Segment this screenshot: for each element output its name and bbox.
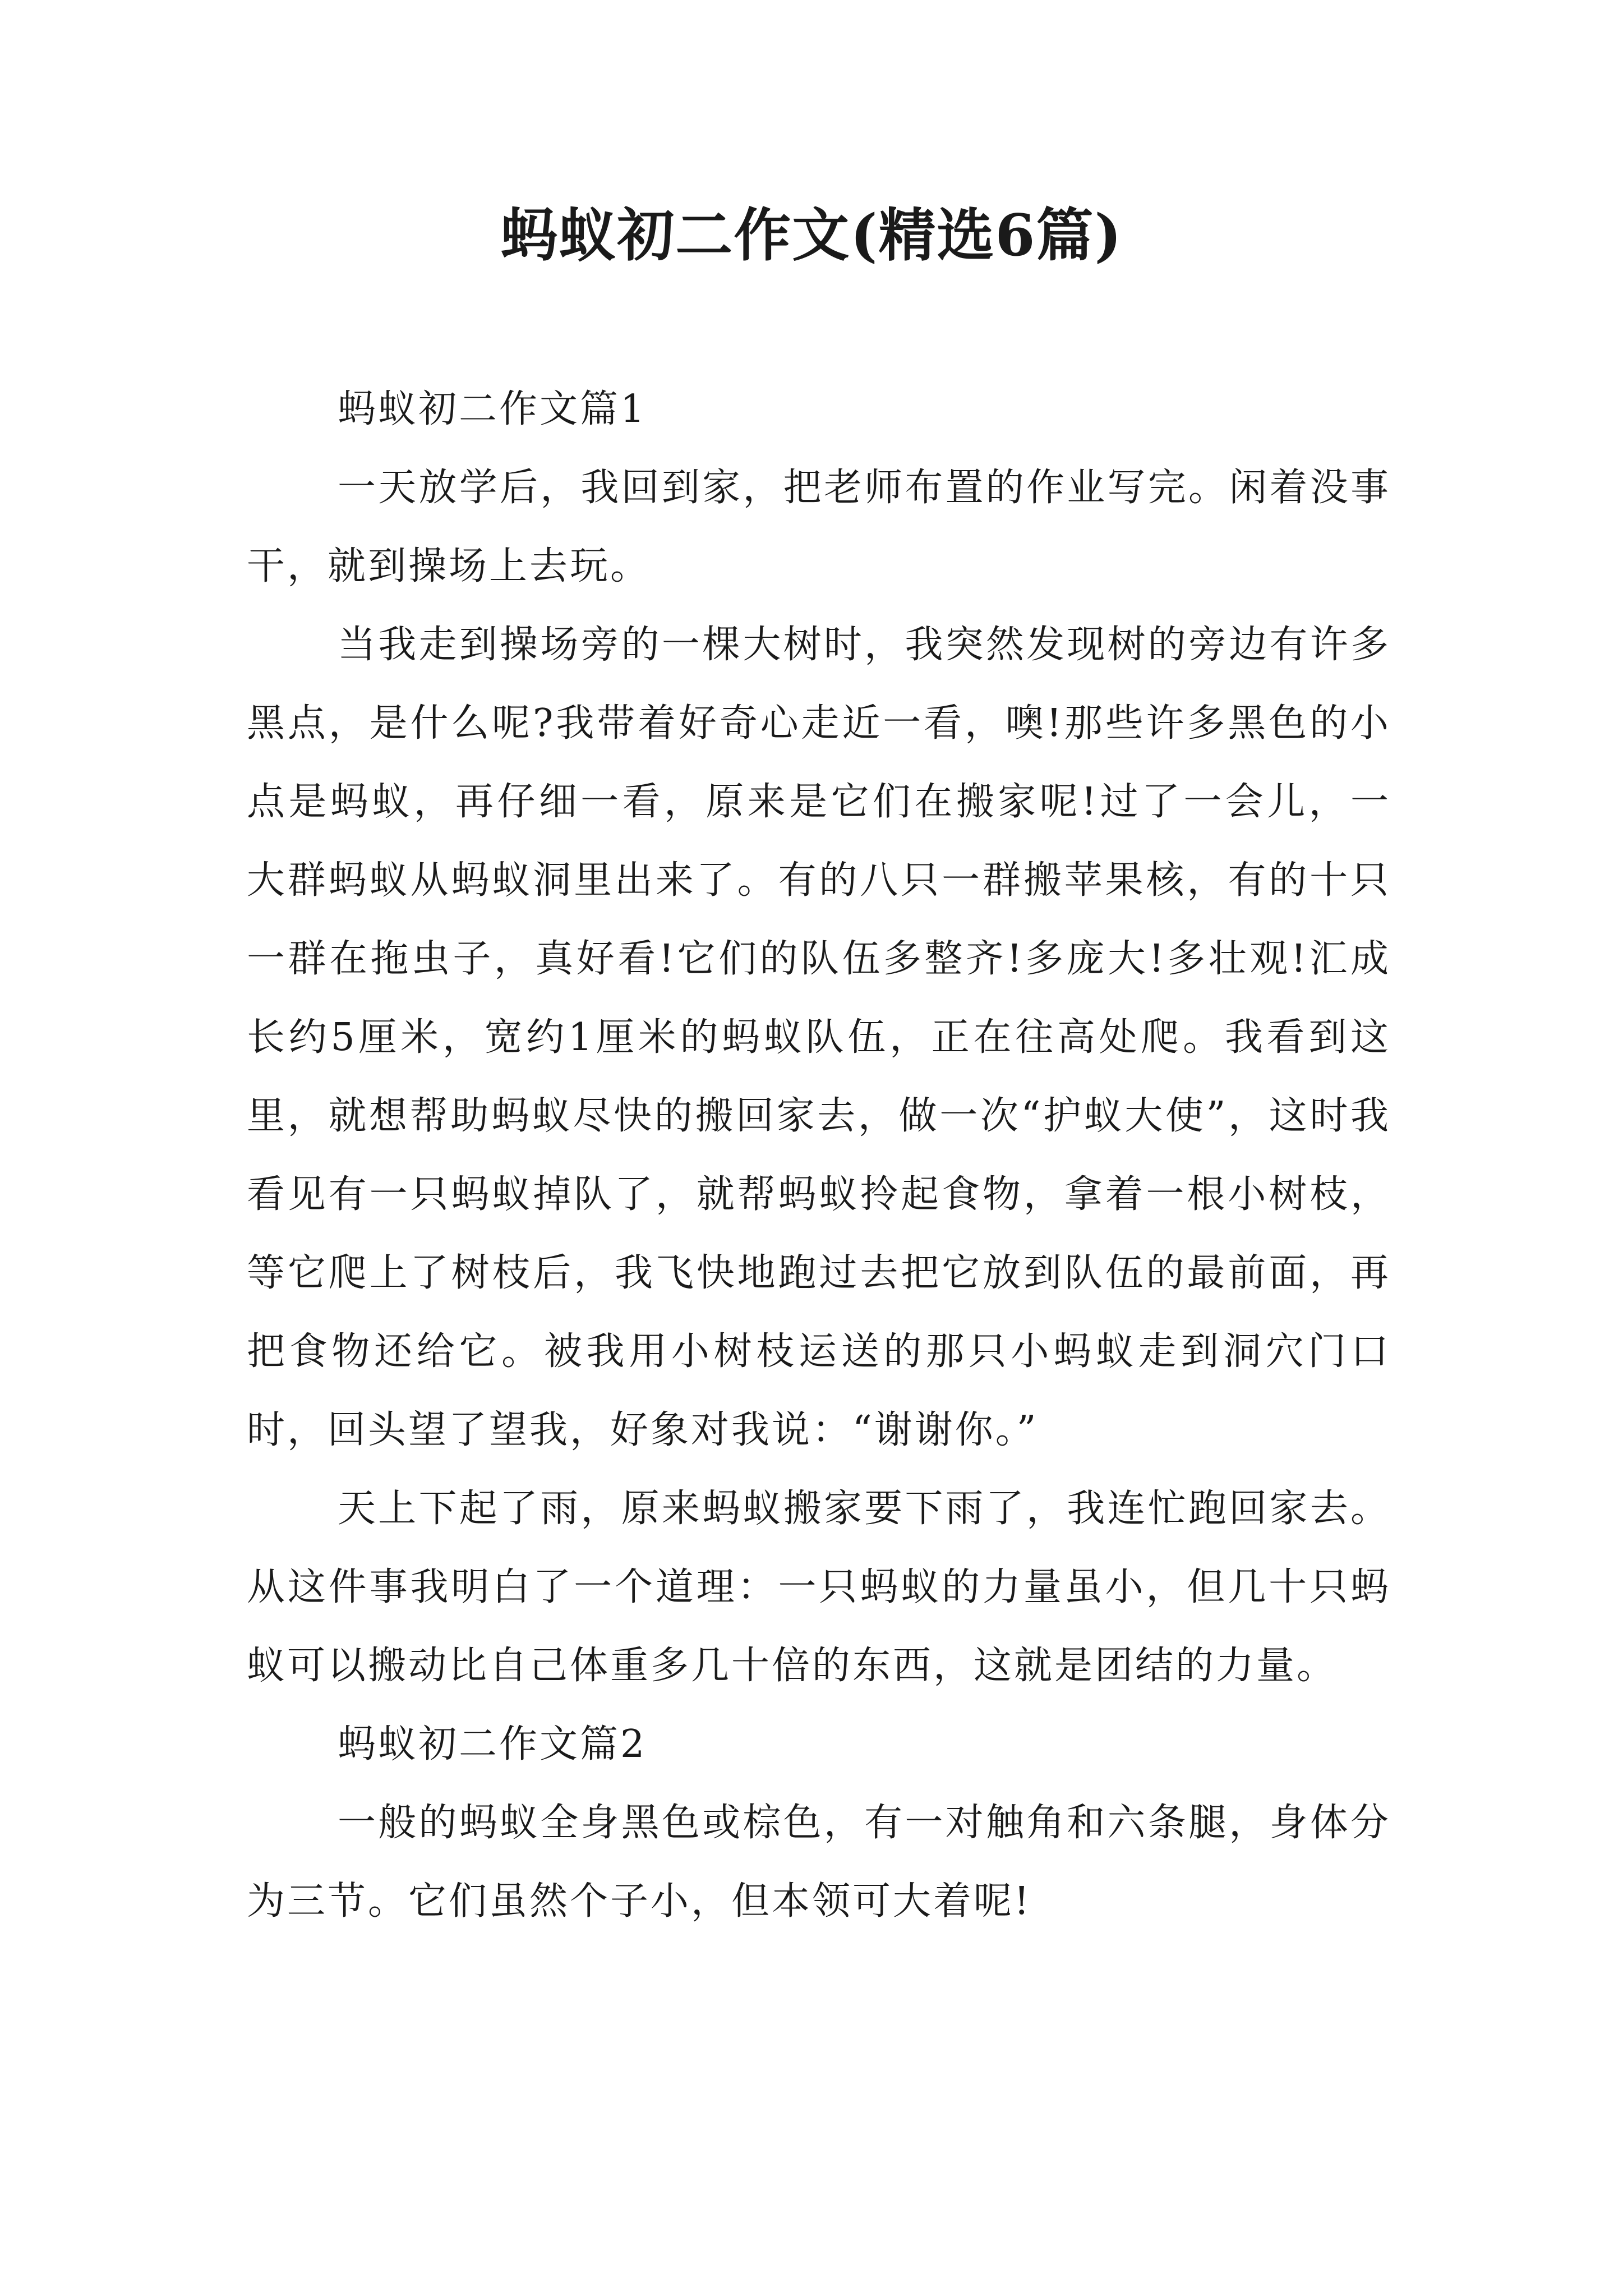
section-heading: 蚂蚁初二作文篇1 xyxy=(338,387,647,431)
section-heading: 蚂蚁初二作文篇2 xyxy=(338,1722,647,1766)
paragraph: 一般的蚂蚁全身黑色或棕色，有一对触角和六条腿，身体分为三节。它们虽然个子小，但本领可大着呢! xyxy=(247,1801,1391,1924)
paragraph: 天上下起了雨，原来蚂蚁搬家要下雨了，我连忙跑回家去。从这件事我明白了一个道理：一只蚂蚁的力量虽小，但几十只蚂蚁可以搬动比自己体重多几十倍的东西，这就是团结的力量。 xyxy=(247,1487,1391,1688)
paragraph: 一天放学后，我回到家，把老师布置的作业写完。闲着没事干，就到操场上去玩。 xyxy=(247,466,1391,588)
paragraph: 当我走到操场旁的一棵大树时，我突然发现树的旁边有许多黑点，是什么呢?我带着好奇心走近一看，噢!那些许多黑色的小点是蚂蚁，再仔细一看，原来是它们在搬家呢!过了一会儿，一大群蚂蚁从蚂蚁洞里出来了。有的八只一群搬苹果核，有的十只一群在拖虫子，真好看!它们的队伍多整齐!多庞大!多壮观!汇成长约5厘米，宽约1厘米的蚂蚁队伍，正在往高处爬。我看到这里，就想帮助蚂蚁尽快的搬回家去，做一次“护蚁大使”，这时我看见有一只蚂蚁掉队了，就帮蚂蚁拎起食物，拿着一根小树枝，等它爬上了树枝后，我飞快地跑过去把它放到队伍的最前面，再把食物还给它。被我用小树枝运送的那只小蚂蚁走到洞穴门口时，回头望了望我，好象对我说：“谢谢你。” xyxy=(247,623,1391,1452)
document-body xyxy=(247,370,1391,1941)
document-title: 蚂蚁初二作文(精选6篇) xyxy=(500,202,1123,269)
